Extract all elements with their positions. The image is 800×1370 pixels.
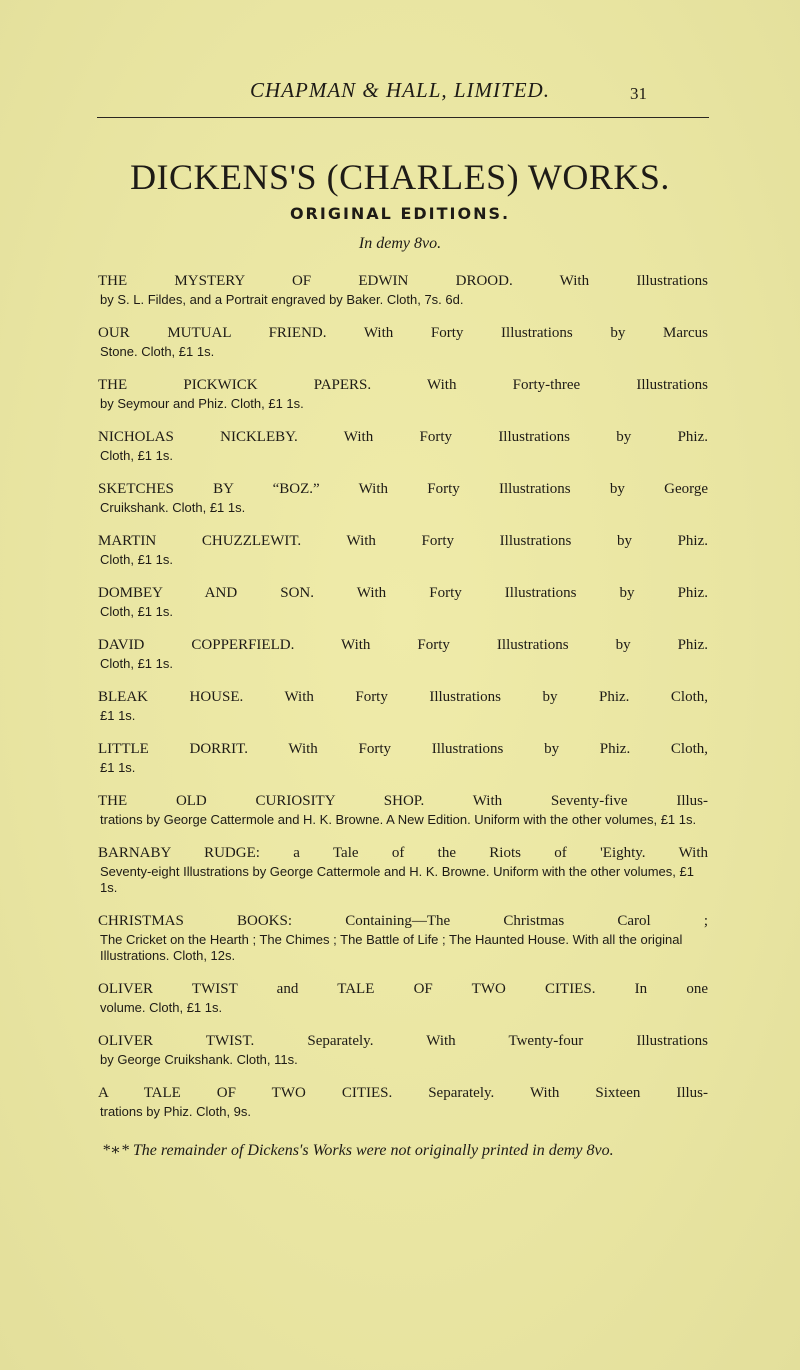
book-entry: [98, 582, 708, 620]
book-detail: Cruikshank. Cloth, £1 1s.: [100, 500, 246, 515]
book-detail: by George Cruikshank. Cloth, 11s.: [100, 1052, 298, 1067]
book-title-line: LITTLE DORRIT. With Forty Illustrations by Phiz. Cloth,: [98, 741, 708, 757]
book-detail: £1 1s.: [100, 760, 136, 775]
running-head: CHAPMAN & HALL, LIMITED.: [250, 78, 550, 102]
book-detail: Seventy-eight Illustrations by George Cattermole and H. K. Browne. Uniform with the other volumes, £1 1s.: [100, 864, 694, 895]
book-entry: [98, 530, 708, 568]
book-detail: Stone. Cloth, £1 1s.: [100, 344, 215, 359]
book-detail: Cloth, £1 1s.: [100, 656, 173, 671]
book-entry: [98, 270, 708, 308]
book-entry: [98, 426, 708, 464]
book-detail: trations by George Cattermole and H. K. Browne. A New Edition. Uniform with the other volumes, £1 1s.: [100, 812, 697, 827]
book-entry: [98, 374, 708, 412]
book-title-line: BARNABY RUDGE: a Tale of the Riots of 'Eighty. With: [98, 845, 708, 861]
book-title-line: DAVID COPPERFIELD. With Forty Illustrations by Phiz.: [98, 637, 708, 653]
book-detail: by Seymour and Phiz. Cloth, £1 1s.: [100, 396, 304, 411]
book-entry: [98, 842, 708, 896]
book-entry: [98, 478, 708, 516]
book-entry: [98, 634, 708, 672]
book-detail: trations by Phiz. Cloth, 9s.: [100, 1104, 252, 1119]
page-number: 31: [630, 84, 647, 103]
book-title-line: THE MYSTERY OF EDWIN DROOD. With Illustrations: [98, 273, 708, 289]
book-detail: volume. Cloth, £1 1s.: [100, 1000, 223, 1015]
book-title-line: OLIVER TWIST. Separately. With Twenty-four Illustrations: [98, 1033, 708, 1049]
book-detail: £1 1s.: [100, 708, 136, 723]
book-title-line: OLIVER TWIST and TALE OF TWO CITIES. In one: [98, 981, 708, 997]
book-detail: Cloth, £1 1s.: [100, 604, 173, 619]
book-entry: [98, 790, 708, 828]
book-entry: [98, 686, 708, 724]
book-entry: [98, 322, 708, 360]
book-title-line: THE OLD CURIOSITY SHOP. With Seventy-five Illus-: [98, 793, 708, 809]
book-list: [98, 270, 708, 1134]
header-rule: [97, 117, 709, 118]
book-title-line: OUR MUTUAL FRIEND. With Forty Illustrations by Marcus: [98, 325, 708, 341]
page-title: DICKENS'S (CHARLES) WORKS.: [130, 157, 670, 197]
footnote: *∗* The remainder of Dickens's Works were not originally printed in demy 8vo.: [102, 1142, 614, 1159]
book-entry: [98, 1082, 708, 1120]
book-entry: [98, 1030, 708, 1068]
book-detail: by S. L. Fildes, and a Portrait engraved by Baker. Cloth, 7s. 6d.: [100, 292, 464, 307]
book-title-line: THE PICKWICK PAPERS. With Forty-three Illustrations: [98, 377, 708, 393]
book-detail: Cloth, £1 1s.: [100, 552, 173, 567]
book-title-line: DOMBEY AND SON. With Forty Illustrations by Phiz.: [98, 585, 708, 601]
section-subtitle: ORIGINAL EDITIONS.: [289, 204, 511, 223]
book-title-line: A TALE OF TWO CITIES. Separately. With Sixteen Illus-: [98, 1085, 708, 1101]
book-entry: [98, 978, 708, 1016]
book-title-line: MARTIN CHUZZLEWIT. With Forty Illustrations by Phiz.: [98, 533, 708, 549]
book-entry: [98, 738, 708, 776]
book-title-line: CHRISTMAS BOOKS: Containing—The Christmas Carol ;: [98, 913, 708, 929]
book-detail: Cloth, £1 1s.: [100, 448, 173, 463]
book-title-line: SKETCHES BY “BOZ.” With Forty Illustrations by George: [98, 481, 708, 497]
book-entry: [98, 910, 708, 964]
format-note: In demy 8vo.: [358, 235, 442, 252]
book-detail: The Cricket on the Hearth ; The Chimes ; The Battle of Life ; The Haunted House. With all the original Illustrations. Cloth, 12s.: [100, 932, 683, 963]
book-title-line: NICHOLAS NICKLEBY. With Forty Illustrations by Phiz.: [98, 429, 708, 445]
book-title-line: BLEAK HOUSE. With Forty Illustrations by Phiz. Cloth,: [98, 689, 708, 705]
